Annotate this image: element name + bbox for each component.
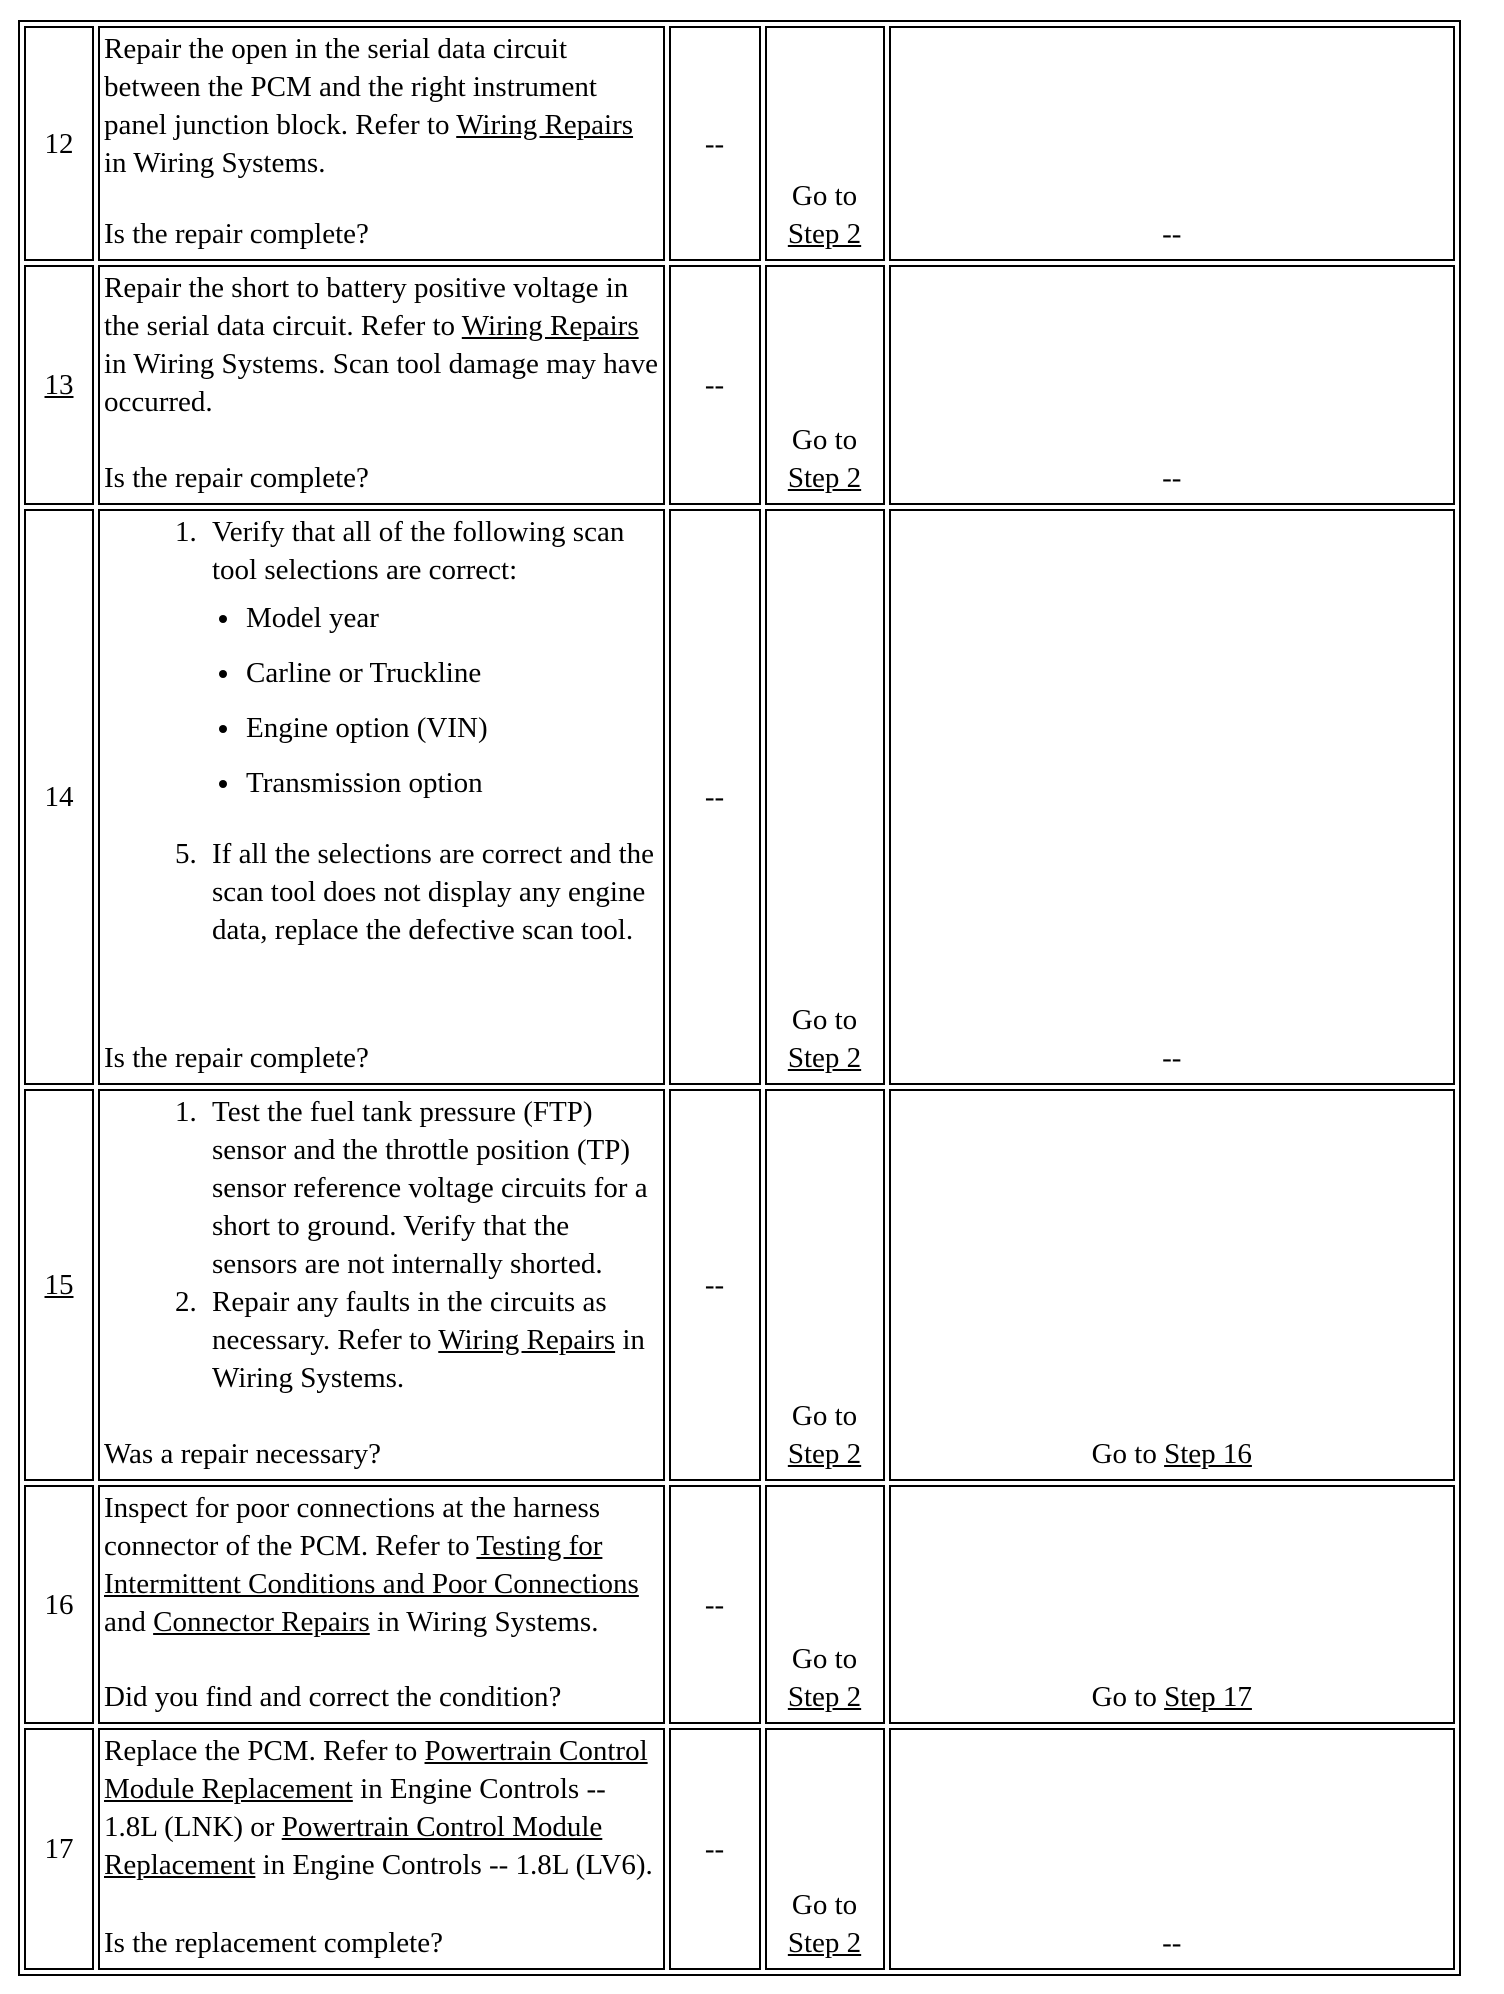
step-row-16 [24, 1485, 1455, 1724]
action-cell [98, 509, 665, 1085]
no-cell [889, 1089, 1456, 1481]
yes-goto [767, 1886, 883, 1962]
action-text: in Wiring Systems. [369, 1605, 599, 1638]
step-number: 14 [44, 780, 74, 813]
reference-link[interactable]: Wiring Repairs [456, 109, 634, 141]
step-number[interactable]: 15 [44, 1268, 74, 1301]
spacer [104, 182, 659, 215]
value-text: -- [704, 1833, 725, 1866]
no-cell [889, 1485, 1456, 1724]
no-cell [889, 1728, 1456, 1970]
action-content [104, 1093, 659, 1473]
yes-cell [765, 265, 885, 504]
value-text: -- [704, 1588, 725, 1621]
no-goto [891, 215, 1454, 253]
selection-item: • Carline or Truckline [242, 654, 659, 692]
action-cell [98, 1485, 665, 1724]
procedure-list [104, 1093, 659, 1397]
yes-step-link[interactable]: Step 2 [787, 1927, 862, 1959]
reference-link[interactable]: Connector Repairs [153, 1605, 370, 1638]
action-text: and [104, 1605, 154, 1638]
action-text: in Engine Controls -- 1.8L (LV6). [255, 1849, 653, 1882]
action-content [104, 1732, 659, 1962]
no-cell [889, 26, 1456, 261]
step-number: 17 [44, 1833, 74, 1866]
step-question: Is the replacement complete? [104, 1927, 443, 1959]
procedure-item: 1. Test the fuel tank pressure (FTP) sensor and the throttle position (TP) sensor reference voltage circuits for a short to ground. Verify that the sensors are not internally shorted. [204, 1093, 659, 1283]
value-cell [669, 1728, 761, 1970]
spacer [104, 949, 659, 1039]
procedure-item: 1. Verify that all of the following scan tool selections are correct: [204, 513, 659, 589]
step-number-cell [24, 26, 94, 261]
reference-link[interactable]: Testing for Intermittent Conditions and Poor Connections [104, 1529, 639, 1600]
step-row-17 [24, 1728, 1455, 1970]
action-paragraph [104, 30, 659, 182]
action-paragraph [104, 1732, 659, 1884]
action-text: in Engine Controls -- 1.8L (LNK) or [104, 1773, 606, 1844]
yes-step-link[interactable]: Step 2 [787, 461, 862, 494]
no-prefix: -- [1162, 218, 1182, 251]
no-prefix: Go to [1091, 1681, 1165, 1714]
spacer [104, 1397, 659, 1435]
action-cell [98, 26, 665, 261]
yes-cell [765, 1728, 885, 1970]
action-content [104, 30, 659, 253]
action-paragraph [104, 269, 659, 421]
reference-link[interactable]: Wiring Repairs [461, 310, 639, 343]
no-cell [889, 265, 1456, 504]
yes-goto [767, 1001, 883, 1077]
step-row-15 [24, 1089, 1455, 1481]
action-text: in Wiring Systems. [212, 1323, 645, 1394]
no-goto [891, 1678, 1454, 1716]
selection-item: • Model year [242, 599, 659, 637]
yes-goto [767, 177, 883, 253]
step-row-14 [24, 509, 1455, 1085]
selection-item: • Transmission option [242, 764, 659, 802]
reference-link[interactable]: Wiring Repairs [438, 1323, 616, 1356]
action-text: Repair the short to battery positive voltage in the serial data circuit. Refer to [104, 272, 629, 343]
value-cell [669, 265, 761, 504]
yes-goto [767, 1397, 883, 1473]
yes-cell [765, 1485, 885, 1724]
action-text: Replace the PCM. Refer to [104, 1735, 425, 1768]
spacer [104, 421, 659, 458]
value-text: -- [704, 780, 725, 813]
yes-prefix: Go to [791, 1003, 858, 1036]
value-text: -- [704, 127, 725, 160]
procedure-list [104, 835, 659, 949]
reference-link[interactable]: Powertrain Control Module Replacement [104, 1735, 648, 1806]
value-cell [669, 1485, 761, 1724]
yes-prefix: Go to [791, 423, 858, 456]
step-number-cell [24, 509, 94, 1085]
no-prefix: -- [1162, 1927, 1182, 1959]
no-step-link[interactable]: Step 17 [1164, 1681, 1252, 1714]
action-content [104, 1489, 659, 1716]
yes-prefix: Go to [791, 1889, 858, 1921]
value-cell [669, 1089, 761, 1481]
step-number: 12 [44, 127, 74, 160]
step-number[interactable]: 13 [44, 369, 74, 402]
step-question: Is the repair complete? [104, 1041, 369, 1074]
no-step-link[interactable]: Step 16 [1164, 1437, 1252, 1470]
no-prefix: Go to [1091, 1437, 1165, 1470]
step-number-cell [24, 1485, 94, 1724]
no-goto [891, 1435, 1454, 1473]
value-text: -- [704, 369, 725, 402]
yes-cell [765, 509, 885, 1085]
action-paragraph [104, 1489, 659, 1641]
procedure-item [204, 1283, 659, 1397]
value-cell [669, 509, 761, 1085]
action-text: Inspect for poor connections at the harness connector of the PCM. Refer to [104, 1491, 601, 1562]
no-goto [891, 1924, 1454, 1962]
procedure-item: 5. If all the selections are correct and the scan tool does not display any engine data, replace the defective scan tool. [204, 835, 659, 949]
step-question: Is the repair complete? [104, 218, 369, 251]
yes-prefix: Go to [791, 1643, 858, 1676]
selection-list [208, 599, 659, 819]
action-content [104, 269, 659, 496]
yes-prefix: Go to [791, 180, 858, 213]
no-goto [891, 459, 1454, 497]
action-text: in Wiring Systems. Scan tool damage may have occurred. [104, 348, 659, 419]
action-text: Repair any faults in the circuits as necessary. Refer to [212, 1285, 607, 1356]
selection-item: • Engine option (VIN) [242, 709, 659, 747]
step-question: Is the repair complete? [104, 461, 369, 494]
action-cell [98, 1728, 665, 1970]
diagnostic-steps-table [18, 20, 1461, 1976]
action-text: Repair the open in the serial data circuit between the PCM and the right instrument panel junction block. Refer to [104, 33, 597, 141]
yes-step-link[interactable]: Step 2 [787, 218, 862, 251]
action-cell [98, 1089, 665, 1481]
step-number-cell [24, 265, 94, 504]
yes-cell [765, 26, 885, 261]
no-goto [891, 1039, 1454, 1077]
yes-goto [767, 1640, 883, 1716]
action-cell [98, 265, 665, 504]
yes-goto [767, 421, 883, 497]
no-prefix: -- [1162, 1041, 1182, 1074]
yes-step-link[interactable]: Step 2 [787, 1041, 862, 1074]
step-number-cell [24, 1089, 94, 1481]
yes-step-link[interactable]: Step 2 [787, 1681, 862, 1714]
no-cell [889, 509, 1456, 1085]
step-number: 16 [44, 1588, 74, 1621]
reference-link[interactable]: Powertrain Control Module Replacement [104, 1811, 603, 1882]
value-text: -- [704, 1268, 725, 1301]
action-content [104, 513, 659, 1077]
step-question: Was a repair necessary? [104, 1437, 382, 1470]
action-text: in Wiring Systems. [104, 147, 326, 179]
yes-step-link[interactable]: Step 2 [787, 1437, 862, 1470]
procedure-list [104, 513, 659, 589]
step-row-13 [24, 265, 1455, 504]
spacer [104, 1884, 659, 1924]
yes-cell [765, 1089, 885, 1481]
step-number-cell [24, 1728, 94, 1970]
yes-prefix: Go to [791, 1399, 858, 1432]
spacer [104, 1641, 659, 1678]
value-cell [669, 26, 761, 261]
step-question: Did you find and correct the condition? [104, 1681, 562, 1714]
no-prefix: -- [1162, 461, 1182, 494]
step-row-12 [24, 26, 1455, 261]
